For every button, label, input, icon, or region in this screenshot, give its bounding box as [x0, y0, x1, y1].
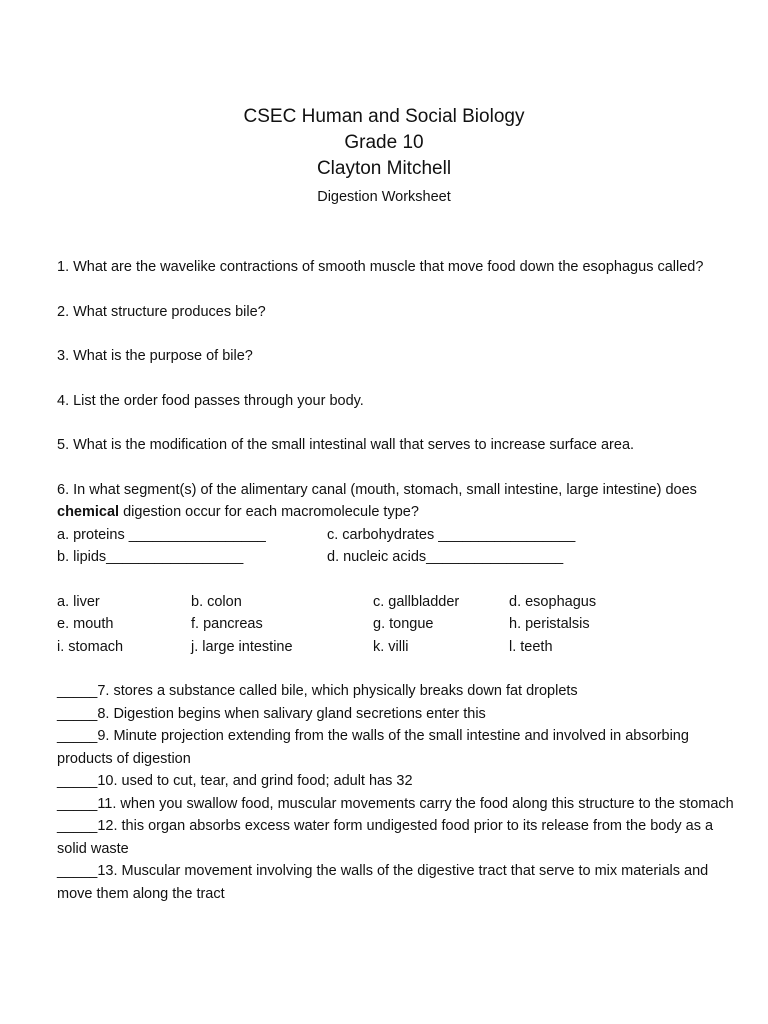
grade-line: Grade 10	[344, 132, 424, 153]
matching-item-8: _____8. Digestion begins when salivary gland secretions enter this	[57, 705, 486, 722]
question-6-options-row-2	[57, 546, 737, 569]
matching-item-13: _____13. Muscular movement involving the walls of the digestive tract that serve to mix materials and move them along the tract	[57, 863, 709, 902]
word-bank-item: l. teeth	[509, 638, 553, 655]
question-1: 1. What are the wavelike contractions of smooth muscle that move food down the esophagus called?	[57, 259, 704, 275]
option-proteins: a. proteins _________________	[57, 526, 266, 543]
question-6: 6. In what segment(s) of the alimentary canal (mouth, stomach, small intestine, large intestine) does chemical digestion occur for each macromolecule type?	[57, 481, 697, 520]
course-title: CSEC Human and Social Biology	[243, 106, 525, 127]
word-bank-item: c. gallbladder	[373, 593, 460, 610]
worksheet-header	[0, 104, 768, 208]
question-4: 4. List the order food passes through your body.	[57, 392, 364, 409]
matching-item-9: _____9. Minute projection extending from the walls of the small intestine and involved in absorbing products of digestion	[57, 728, 689, 767]
question-6-options-row-1	[57, 524, 737, 547]
option-lipids: b. lipids_________________	[57, 549, 244, 565]
word-bank-item: k. villi	[373, 638, 409, 655]
word-bank-item: j. large intestine	[191, 638, 293, 655]
word-bank	[57, 591, 737, 659]
word-bank-item: f. pancreas	[191, 616, 263, 632]
worksheet-body	[57, 256, 737, 905]
word-bank-item: i. stomach	[57, 638, 124, 655]
word-bank-row	[57, 613, 737, 636]
matching-section	[57, 680, 737, 905]
word-bank-row	[57, 636, 737, 659]
word-bank-item: h. peristalsis	[509, 616, 590, 632]
word-bank-item: d. esophagus	[509, 593, 597, 610]
word-bank-item: g. tongue	[373, 616, 434, 632]
word-bank-item: a. liver	[57, 593, 100, 610]
option-carbohydrates: c. carbohydrates _________________	[327, 526, 576, 543]
matching-item-12: _____12. this organ absorbs excess water form undigested food prior to its release from the body as a solid waste	[57, 818, 714, 857]
matching-item-7: _____7. stores a substance called bile, which physically breaks down fat droplets	[57, 683, 578, 699]
matching-item-11: _____11. when you swallow food, muscular movements carry the food along this structure to the stomach	[57, 795, 734, 812]
question-3: 3. What is the purpose of bile?	[57, 348, 253, 364]
question-5: 5. What is the modification of the small intestinal wall that serves to increase surface area.	[57, 437, 635, 453]
emphasis-chemical: chemical	[57, 504, 120, 520]
teacher-name: Clayton Mitchell	[316, 158, 452, 179]
worksheet-subtitle: Digestion Worksheet	[317, 189, 451, 205]
word-bank-item: e. mouth	[57, 616, 114, 632]
word-bank-item: b. colon	[191, 593, 242, 610]
question-2: 2. What structure produces bile?	[57, 303, 266, 320]
option-nucleic-acids: d. nucleic acids_________________	[327, 549, 564, 565]
word-bank-row	[57, 591, 737, 614]
matching-item-10: _____10. used to cut, tear, and grind food; adult has 32	[57, 773, 413, 789]
